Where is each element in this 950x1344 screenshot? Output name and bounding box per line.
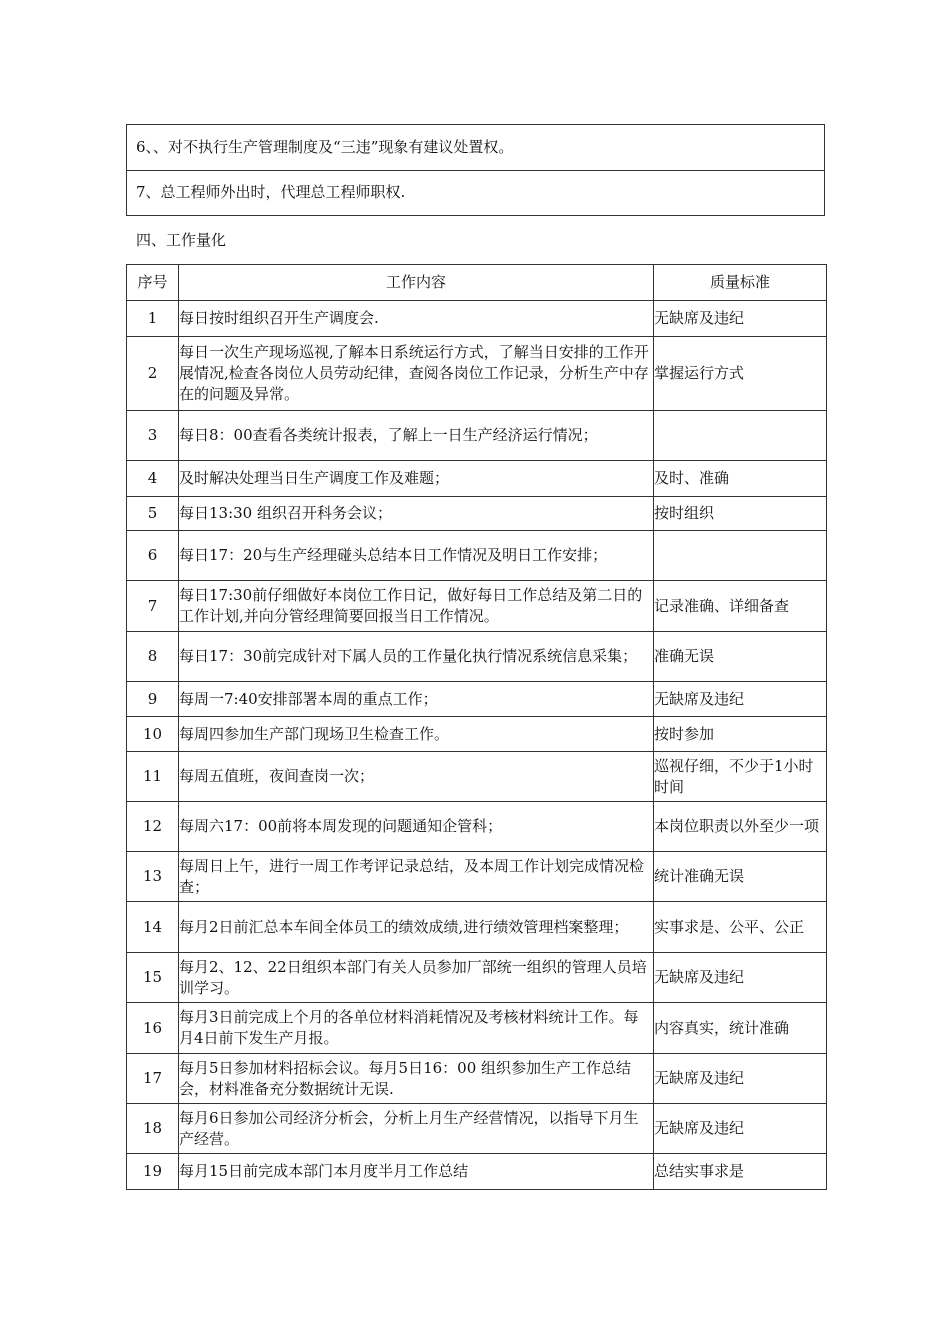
seq-cell: 16	[127, 1003, 179, 1054]
quality-cell: 掌握运行方式	[654, 337, 827, 411]
content-cell: 每月15日前完成本部门本月度半月工作总结	[179, 1154, 654, 1190]
content-cell: 每月2、12、22日组织本部门有关人员参加厂部统一组织的管理人员培训学习。	[179, 953, 654, 1003]
content-cell: 每月6日参加公司经济分析会，分析上月生产经营情况，以指导下月生产经营。	[179, 1104, 654, 1154]
table-row	[127, 902, 827, 953]
table-row	[127, 531, 827, 581]
seq-cell: 13	[127, 852, 179, 902]
seq-cell: 15	[127, 953, 179, 1003]
quality-cell: 按时组织	[654, 497, 827, 531]
seq-cell: 8	[127, 632, 179, 682]
authority-item: 7、总工程师外出时，代理总工程师职权.	[127, 170, 824, 215]
quality-cell: 内容真实，统计准确	[654, 1003, 827, 1054]
table-row	[127, 1054, 827, 1104]
content-cell: 每周五值班，夜间查岗一次；	[179, 752, 654, 802]
table-row	[127, 1104, 827, 1154]
seq-cell: 12	[127, 802, 179, 852]
table-row	[127, 752, 827, 802]
quality-cell: 无缺席及违纪	[654, 953, 827, 1003]
authority-box	[126, 124, 825, 216]
content-cell: 每日17:30前仔细做好本岗位工作日记，做好每日工作总结及第二日的工作计划,并向分管经理简要回报当日工作情况。	[179, 581, 654, 632]
seq-cell: 10	[127, 717, 179, 752]
content-cell: 每周一7:40安排部署本周的重点工作；	[179, 682, 654, 717]
content-cell: 每日8：00查看各类统计报表，了解上一日生产经济运行情况；	[179, 411, 654, 461]
header-content: 工作内容	[179, 265, 654, 301]
content-cell: 每月5日参加材料招标会议。每月5日16：00 组织参加生产工作总结会，材料准备充分数据统计无误.	[179, 1054, 654, 1104]
content-cell: 每日13:30 组织召开科务会议；	[179, 497, 654, 531]
seq-cell: 5	[127, 497, 179, 531]
quality-cell: 实事求是、公平、公正	[654, 902, 827, 953]
seq-cell: 1	[127, 301, 179, 337]
seq-cell: 19	[127, 1154, 179, 1190]
table-row	[127, 301, 827, 337]
work-quantification-table	[126, 264, 827, 1190]
content-cell: 每周日上午，进行一周工作考评记录总结，及本周工作计划完成情况检查；	[179, 852, 654, 902]
seq-cell: 11	[127, 752, 179, 802]
table-row	[127, 411, 827, 461]
quality-cell: 准确无误	[654, 632, 827, 682]
seq-cell: 2	[127, 337, 179, 411]
authority-item: 6、、对不执行生产管理制度及“三违”现象有建议处置权。	[136, 137, 514, 156]
quality-cell: 统计准确无误	[654, 852, 827, 902]
table-body	[127, 301, 827, 1190]
quality-cell: 巡视仔细，不少于1小时时间	[654, 752, 827, 802]
quality-cell: 记录准确、详细备查	[654, 581, 827, 632]
seq-cell: 3	[127, 411, 179, 461]
quality-cell: 及时、准确	[654, 461, 827, 497]
seq-cell: 17	[127, 1054, 179, 1104]
table-row	[127, 717, 827, 752]
table-row	[127, 497, 827, 531]
table-row	[127, 632, 827, 682]
quality-cell	[654, 531, 827, 581]
content-cell: 每月3日前完成上个月的各单位材料消耗情况及考核材料统计工作。每月4日前下发生产月报。	[179, 1003, 654, 1054]
quality-cell: 总结实事求是	[654, 1154, 827, 1190]
quality-cell: 无缺席及违纪	[654, 1104, 827, 1154]
table-row	[127, 953, 827, 1003]
content-cell: 每日一次生产现场巡视,了解本日系统运行方式，了解当日安排的工作开展情况,检查各岗位人员劳动纪律，查阅各岗位工作记录，分析生产中存在的问题及异常。	[179, 337, 654, 411]
header-quality: 质量标准	[654, 265, 827, 301]
seq-cell: 9	[127, 682, 179, 717]
seq-cell: 7	[127, 581, 179, 632]
table-row	[127, 682, 827, 717]
quality-cell: 按时参加	[654, 717, 827, 752]
content-cell: 每周六17：00前将本周发现的问题通知企管科；	[179, 802, 654, 852]
quality-cell: 无缺席及违纪	[654, 301, 827, 337]
content-cell: 每月2日前汇总本车间全体员工的绩效成绩,进行绩效管理档案整理；	[179, 902, 654, 953]
seq-cell: 18	[127, 1104, 179, 1154]
content-cell: 每日17：30前完成针对下属人员的工作量化执行情况系统信息采集；	[179, 632, 654, 682]
content-cell: 及时解决处理当日生产调度工作及难题；	[179, 461, 654, 497]
table-row	[127, 802, 827, 852]
section-heading: 四、工作量化	[136, 231, 227, 249]
quality-cell: 本岗位职责以外至少一项	[654, 802, 827, 852]
table-row	[127, 852, 827, 902]
table-row	[127, 337, 827, 411]
quality-cell: 无缺席及违纪	[654, 682, 827, 717]
content-cell: 每日按时组织召开生产调度会.	[179, 301, 654, 337]
seq-cell: 4	[127, 461, 179, 497]
table-row	[127, 1003, 827, 1054]
quality-cell: 无缺席及违纪	[654, 1054, 827, 1104]
seq-cell: 6	[127, 531, 179, 581]
quality-cell	[654, 411, 827, 461]
header-seq: 序号	[127, 265, 179, 301]
content-cell: 每日17：20与生产经理碰头总结本日工作情况及明日工作安排；	[179, 531, 654, 581]
content-cell: 每周四参加生产部门现场卫生检查工作。	[179, 717, 654, 752]
table-row	[127, 581, 827, 632]
table-header-row	[127, 265, 827, 301]
table-row	[127, 1154, 827, 1190]
seq-cell: 14	[127, 902, 179, 953]
table-row	[127, 461, 827, 497]
